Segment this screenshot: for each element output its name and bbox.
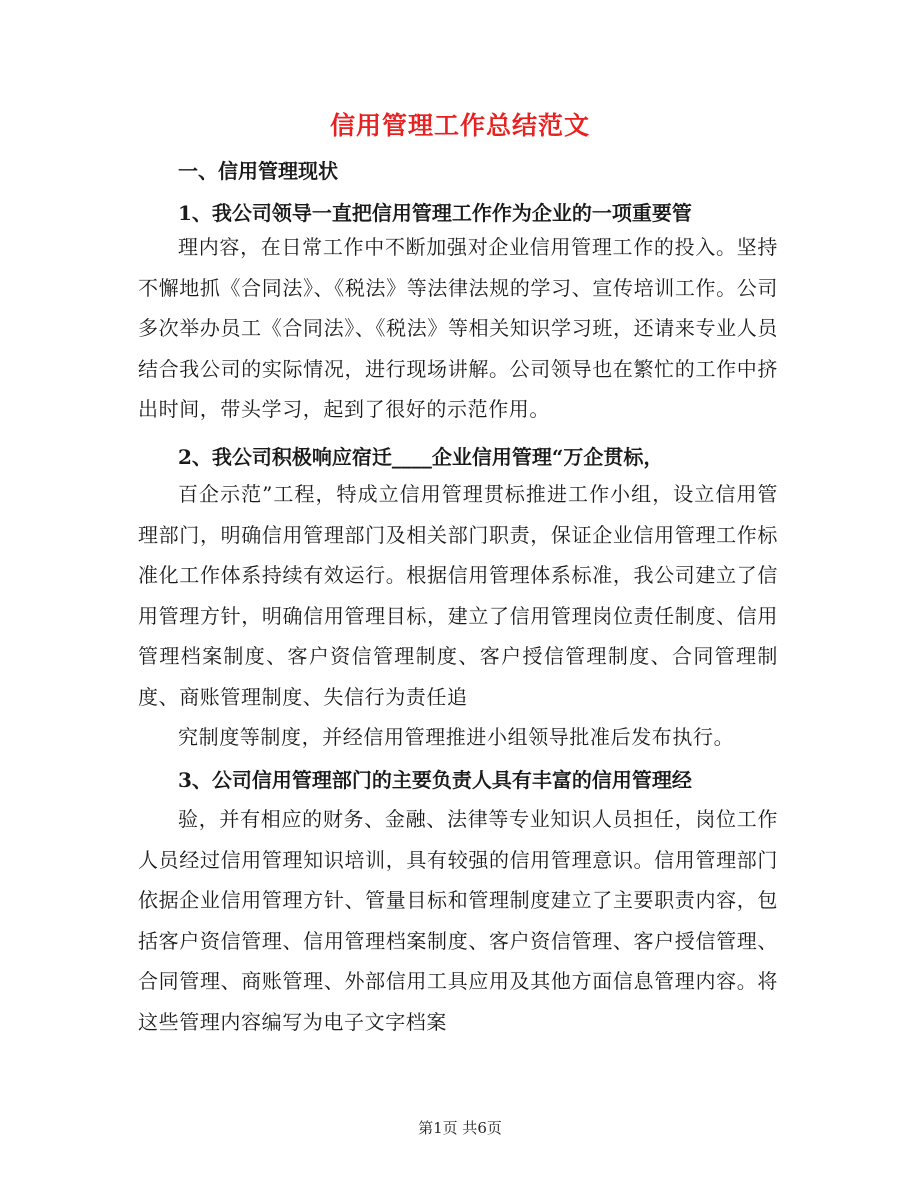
paragraph-2a: 百企示范”工程，特成立信用管理贯标推进工作小组，设立信用管理部门，明确信用管理部门及相关部门职责，保证企业信用管理工作标准化工作体系持续有效运行。根据信用管理体系标准，我公司建立了信用管理方针，明确信用管理目标，建立了信用管理岗位责任制度、信用管理档案制度、客户资信管理制度、客户授信管理制度、合同管理制度、商账管理制度、失信行为责任追	[138, 482, 778, 709]
section-heading-1: 1、我公司领导一直把信用管理工作作为企业的一项重要管	[178, 201, 692, 225]
paragraph-1: 理内容，在日常工作中不断加强对企业信用管理工作的投入。坚持不懈地抓《合同法》、《税法》等法律法规的学习、宣传培训工作。公司多次举办员工《合同法》、《税法》等相关知识学习班，还请来专业人员结合我公司的实际情况，进行现场讲解。公司领导也在繁忙的工作中挤出时间，带头学习，起到了很好的示范作用。	[138, 235, 778, 421]
section-heading-current-status: 一、信用管理现状	[178, 159, 338, 183]
document-title: 信用管理工作总结范文	[329, 111, 590, 140]
section-heading-3: 3、公司信用管理部门的主要负责人具有丰富的信用管理经	[178, 768, 692, 792]
paragraph-3: 验，并有相应的财务、金融、法律等专业知识人员担任，岗位工作人员经过信用管理知识培训，具有较强的信用管理意识。信用管理部门依据企业信用管理方针、管量目标和管理制度建立了主要职责内容，包括客户资信管理、信用管理档案制度、客户资信管理、客户授信管理、合同管理、商账管理、外部信用工具应用及其他方面信息管理内容。将这些管理内容编写为电子文字档案	[138, 807, 778, 1034]
page-footer: 第1页 共6页	[418, 1119, 502, 1137]
paragraph-2b: 究制度等制度，并经信用管理推进小组领导批准后发布执行。	[178, 725, 735, 749]
section-heading-2: 2、我公司积极响应宿迁____企业信用管理“万企贯标，	[178, 445, 664, 469]
